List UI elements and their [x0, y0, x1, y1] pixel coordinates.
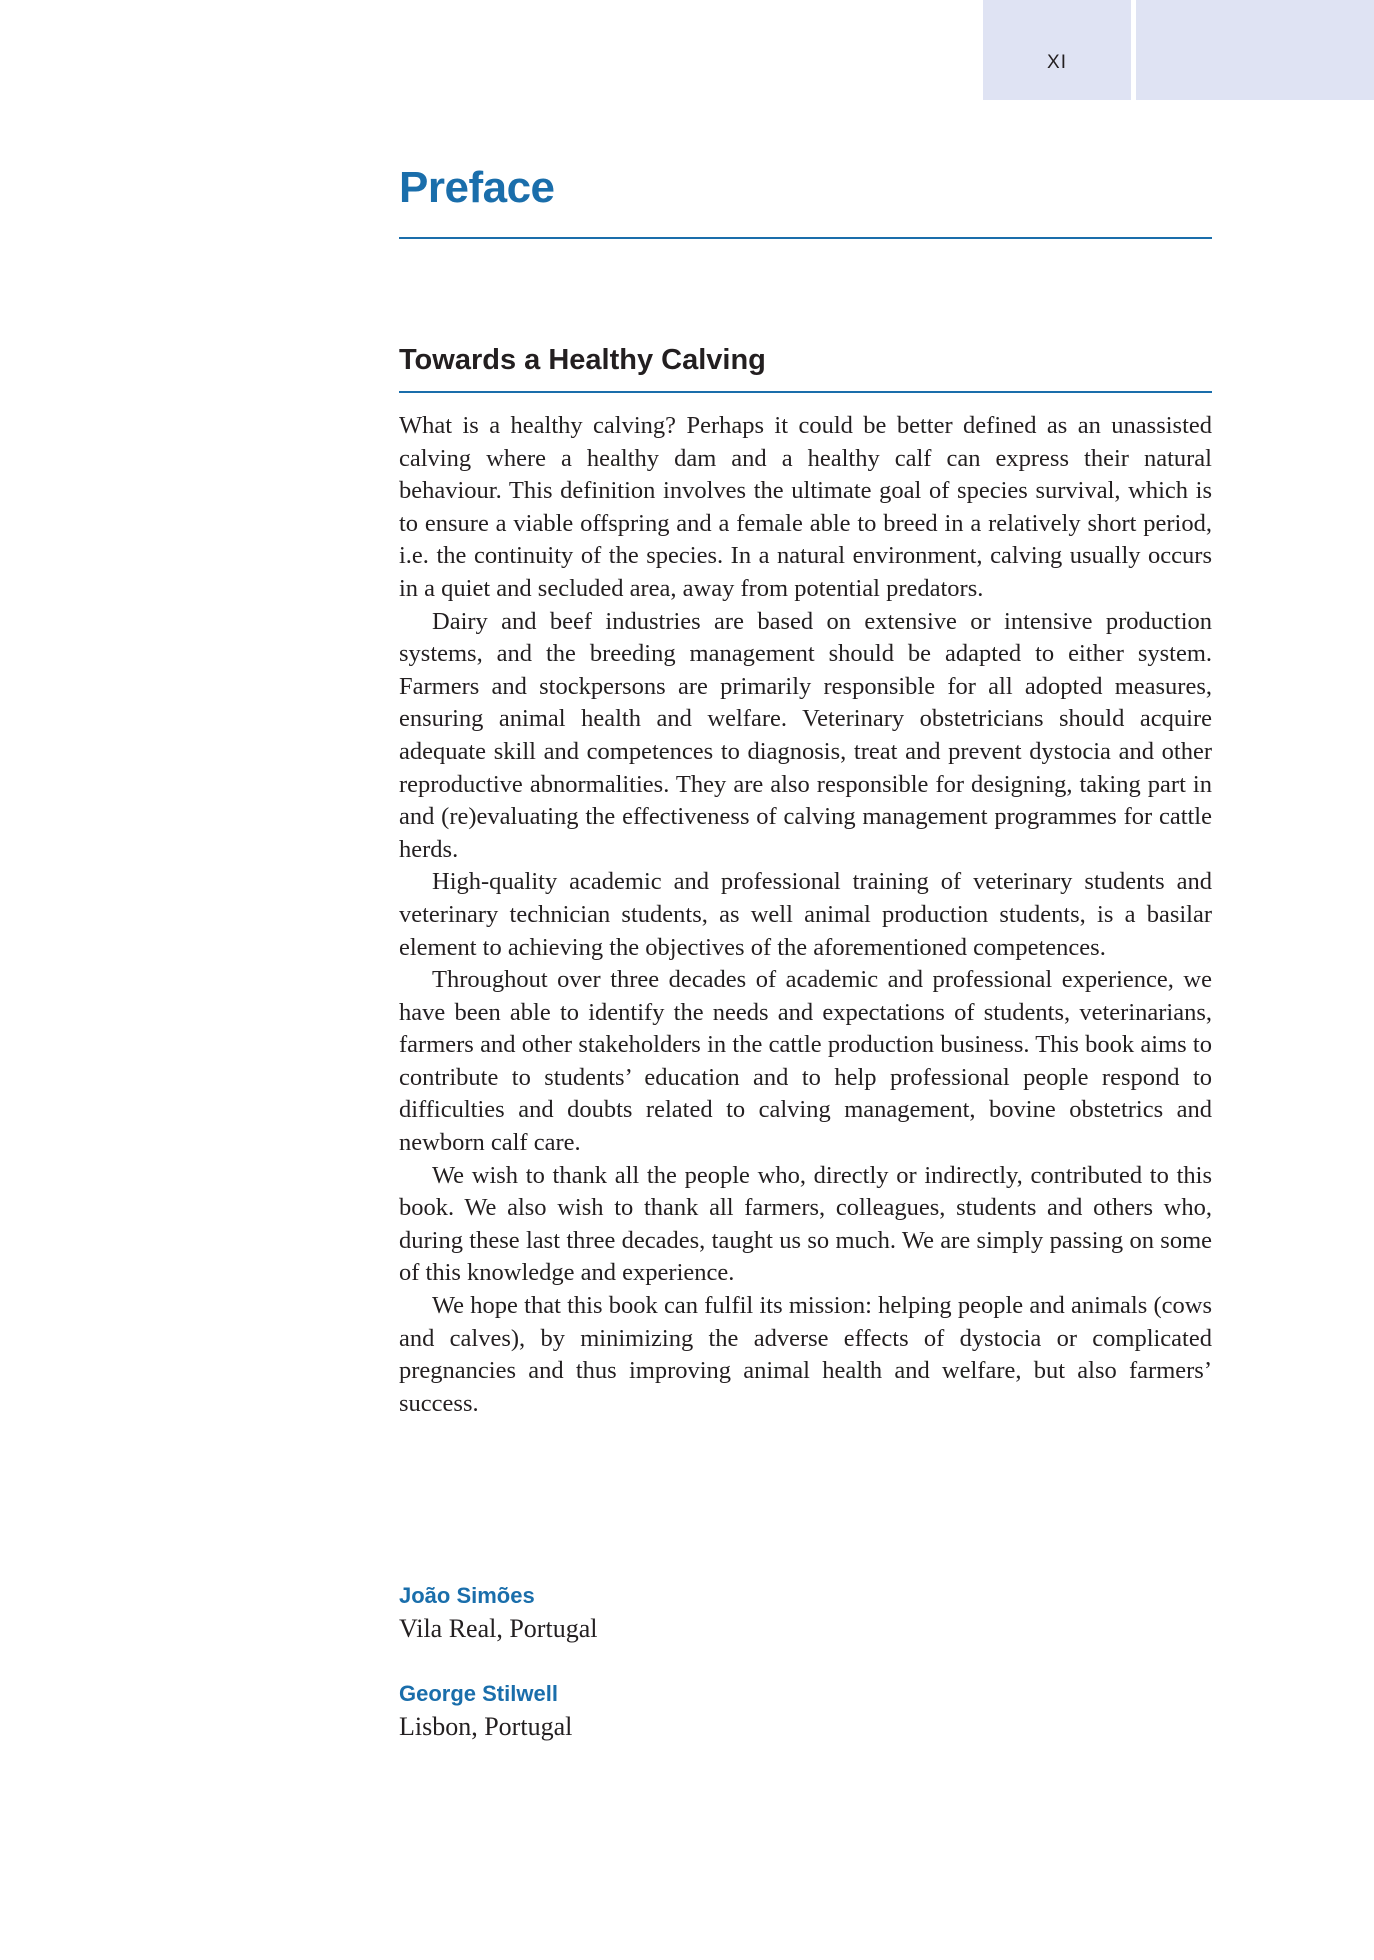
paragraph: Throughout over three decades of academic and professional experience, we have been able to identify the needs and expectations of students, veterinarians, farmers and other stakeholders in the cattle production business. This book aims to contribute to students’ education and to help professional people respond to difficulties and doubts related to calving management, bovine obstetrics and newborn calf care.: [399, 966, 1212, 1157]
page-tab-edge: [1136, 0, 1374, 100]
author-block: [399, 1580, 1212, 1646]
paragraph: High-quality academic and professional training of veterinary students and veterinary technician students, as well animal production students, is a basilar element to achieving the objectives of the aforementioned competences.: [399, 868, 1212, 961]
preface-body: [399, 410, 1212, 1420]
section-heading: Towards a Healthy Calving: [399, 344, 766, 376]
signatures: [399, 1580, 1212, 1776]
section-divider: [399, 391, 1212, 393]
paragraph: Dairy and beef industries are based on extensive or intensive production systems, and the breeding management should be adapted to either system. Farmers and stockpersons are primarily responsible for all adopted measures, ensuring animal health and welfare. Veterinary obstetricians should acquire adequate skill and competences to diagnosis, treat and prevent dystocia and other reproductive abnormalities. They are also responsible for designing, taking part in and (re)evaluating the effectiveness of calving management programmes for cattle herds.: [399, 607, 1212, 863]
author-name: George Stilwell: [399, 1681, 558, 1706]
title-divider: [399, 237, 1212, 239]
page-title: Preface: [399, 163, 555, 212]
author-location: Vila Real, Portugal: [399, 1614, 598, 1643]
author-location: Lisbon, Portugal: [399, 1712, 573, 1741]
paragraph: We hope that this book can fulfil its mission: helping people and animals (cows and calves), by minimizing the adverse effects of dystocia or complicated pregnancies and thus improving animal health and welfare, but also farmers’ success.: [399, 1292, 1212, 1417]
paragraph: We wish to thank all the people who, directly or indirectly, contributed to this book. We also wish to thank all farmers, colleagues, students and others who, during these last three decades, taught us so much. We are simply passing on some of this knowledge and experience.: [399, 1161, 1212, 1287]
page-tab: [983, 0, 1131, 100]
paragraph: What is a healthy calving? Perhaps it could be better defined as an unassisted calving where a healthy dam and a healthy calf can express their natural behaviour. This definition involves the ultimate goal of species survival, which is to ensure a viable offspring and a female able to breed in a relatively short period, i.e. the continuity of the species. In a natural environment, calving usually occurs in a quiet and secluded area, away from potential predators.: [399, 412, 1212, 602]
author-name: João Simões: [399, 1583, 535, 1608]
author-block: [399, 1678, 1212, 1744]
page-number: XI: [1047, 52, 1067, 73]
